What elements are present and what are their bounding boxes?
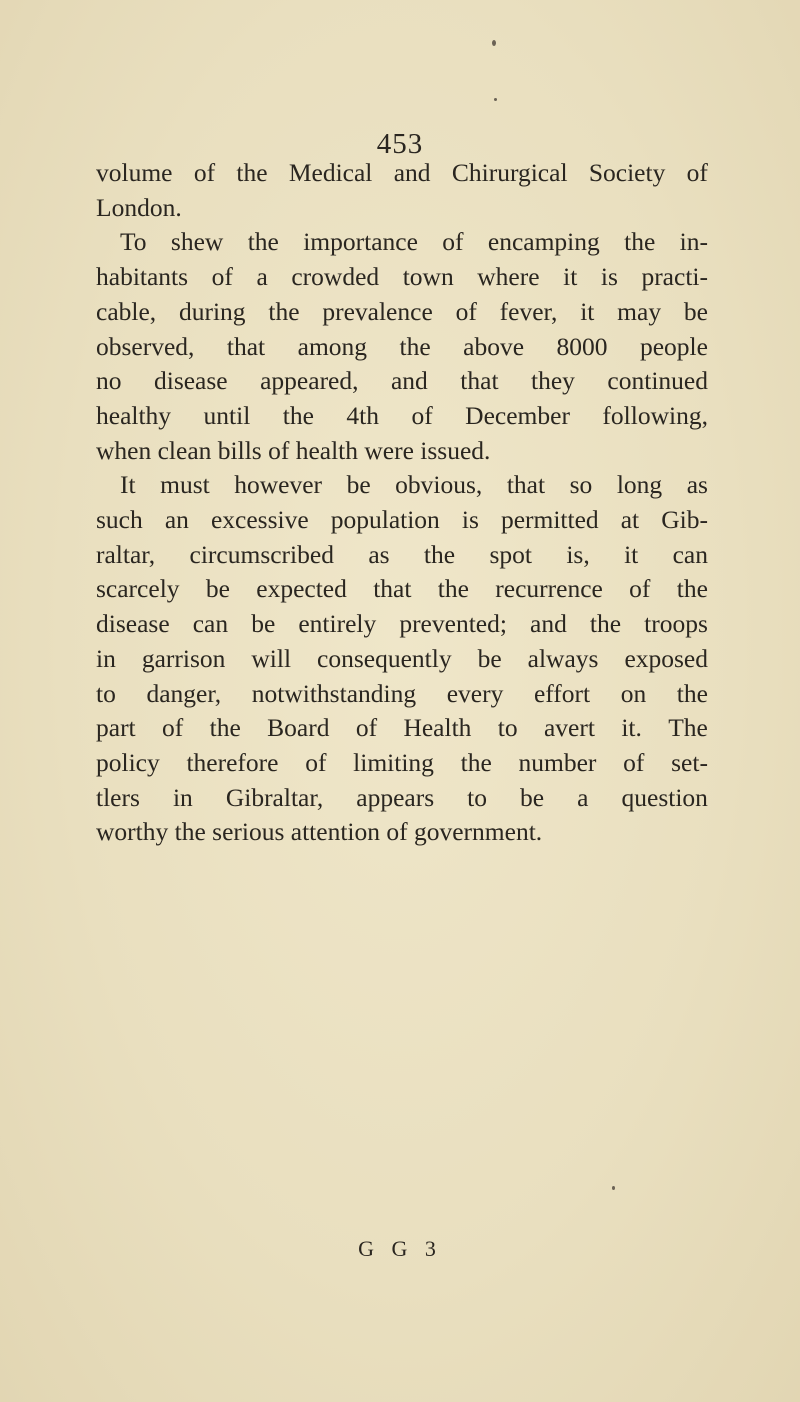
text-line: habitants of a crowded town where it is practi-	[96, 262, 708, 292]
text-line: disease can be entirely prevented; and the troops	[96, 609, 708, 639]
text-line: part of the Board of Health to avert it. The	[96, 713, 708, 743]
text-line: To shew the importance of encamping the in-	[120, 227, 708, 257]
ink-speck	[492, 40, 496, 46]
ink-speck	[494, 98, 497, 101]
page-number: 453	[376, 128, 424, 160]
text-line: in garrison will consequently be always exposed	[96, 643, 708, 673]
text-line: healthy until the 4th of December following,	[96, 400, 708, 430]
paragraph	[96, 156, 708, 225]
text-line: observed, that among the above 8000 people	[96, 331, 708, 361]
signature-mark: G G 3	[358, 1236, 442, 1261]
text-line: scarcely be expected that the recurrence of the	[96, 574, 708, 604]
ink-speck	[612, 1186, 615, 1190]
text-line: tlers in Gibraltar, appears to be a question	[96, 782, 708, 812]
body-text	[96, 156, 708, 850]
text-line: volume of the Medical and Chirurgical Society of	[96, 158, 708, 187]
paragraph	[96, 468, 708, 850]
text-line: London.	[96, 192, 182, 222]
text-line: when clean bills of health were issued.	[96, 435, 491, 465]
text-line: worthy the serious attention of government.	[96, 817, 543, 847]
paragraph	[96, 225, 708, 468]
text-line: policy therefore of limiting the number of set-	[96, 747, 708, 777]
text-line: to danger, notwithstanding every effort on the	[96, 678, 708, 708]
text-line: no disease appeared, and that they continued	[96, 366, 708, 396]
text-line: raltar, circumscribed as the spot is, it can	[96, 539, 708, 569]
text-line: such an excessive population is permitted at Gib-	[96, 505, 708, 535]
text-line: cable, during the prevalence of fever, it may be	[96, 296, 708, 326]
text-line: It must however be obvious, that so long as	[120, 470, 708, 500]
